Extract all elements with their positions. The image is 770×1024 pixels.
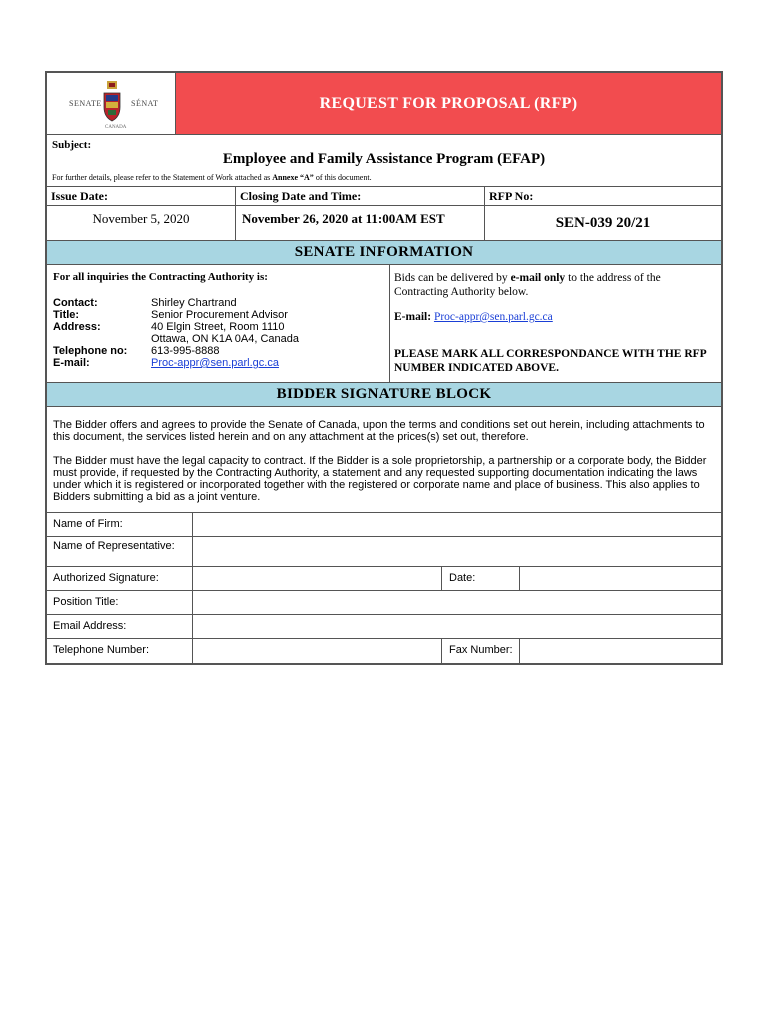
date-label: Date: [449, 572, 476, 584]
telephone-value: 613-995-8888 [151, 345, 220, 357]
bidder-signature-heading: BIDDER SIGNATURE BLOCK [47, 383, 721, 407]
firm-row [47, 513, 721, 537]
delivery-email-label: E-mail: [394, 311, 432, 323]
document-title: REQUEST FOR PROPOSAL (RFP) [176, 73, 721, 134]
crest-icon [102, 81, 122, 123]
subject-note [52, 173, 372, 182]
logo-text-right: SÉNAT [131, 99, 159, 108]
bidder-para-1: The Bidder offers and agrees to provide the Senate of Canada, upon the terms and conditions set out herein, including attachments to this document, the services listed herein and on any attachment at the prices(s) set out, therefore. [53, 419, 705, 443]
logo-caption: CANADA [105, 125, 127, 130]
contact-value: Shirley Chartrand [151, 297, 237, 309]
bids-prefix: Bids can be delivered by [394, 272, 511, 284]
email-address-label: Email Address: [47, 615, 193, 638]
closing-date-cell [236, 187, 485, 240]
contracting-authority [47, 265, 390, 382]
telephone-line [53, 345, 220, 357]
telephone-number-label: Telephone Number: [47, 639, 193, 663]
subject-note-end: of this document. [313, 173, 372, 182]
dates-row [47, 187, 721, 241]
inquiries-label: For all inquiries the Contracting Authority is: [53, 271, 268, 283]
logo-text-left: SENATE [69, 99, 102, 108]
telephone-row [47, 639, 721, 663]
signature-field[interactable] [193, 567, 721, 590]
title-line [53, 309, 288, 321]
subject-note-text: For further details, please refer to the Statement of Work attached as [52, 173, 273, 182]
firm-label: Name of Firm: [47, 513, 193, 536]
contact-line [53, 297, 237, 309]
annex-ref: Annexe “A” [272, 173, 314, 182]
bids-bold: e-mail only [510, 272, 566, 284]
email-address-field[interactable] [193, 615, 721, 638]
contact-label: Contact: [53, 297, 98, 309]
representative-row [47, 537, 721, 567]
fax-label: Fax Number: [449, 644, 513, 656]
firm-field[interactable] [193, 513, 721, 536]
representative-label: Name of Representative: [47, 537, 193, 566]
closing-date-value: November 26, 2020 at 11:00AM EST [242, 211, 445, 226]
delivery-email-link[interactable]: Proc-appr@sen.parl.gc.ca [433, 311, 553, 323]
closing-date-label: Closing Date and Time: [240, 189, 362, 203]
telephone-number-field[interactable] [193, 639, 721, 663]
email-line [53, 357, 279, 369]
address-line [53, 321, 285, 333]
bid-delivery-text [394, 271, 715, 299]
signature-label: Authorized Signature: [47, 567, 193, 590]
bidder-statement [47, 407, 721, 513]
position-label: Position Title: [47, 591, 193, 614]
correspondence-notice: PLEASE MARK ALL CORRESPONDANCE WITH THE RFP NUMBER INDICATED ABOVE. [394, 348, 707, 374]
bids-suffix: to the address of the Contracting Authority below. [394, 272, 661, 298]
address-label: Address: [53, 321, 101, 333]
address-value-1: 40 Elgin Street, Room 1110 [151, 321, 285, 333]
bid-delivery-info [390, 265, 721, 382]
rfp-number-cell [485, 187, 721, 240]
address-line-2 [53, 333, 299, 345]
bidder-para-2: The Bidder must have the legal capacity to contract. If the Bidder is a sole proprietorship, a partnership or a corporate body, the Bidder must provide, if requested by the Contracting Authority, a statement and any requested supporting documentation indicating the laws under which it is registered or incorporated together with the registered or corporate name and place of business. This also applies to Bidders submitting a bid as a joint venture. [53, 455, 707, 503]
title-label: Title: [53, 309, 80, 321]
issue-date-cell [47, 187, 236, 240]
issue-date-value: November 5, 2020 [92, 211, 190, 226]
form-header [47, 73, 721, 135]
email-label: E-mail: [53, 357, 90, 369]
subject-value: Employee and Family Assistance Program (EFAP) [222, 151, 546, 167]
address-value-2: Ottawa, ON K1A 0A4, Canada [151, 333, 299, 345]
senate-logo [47, 73, 176, 134]
delivery-email [394, 311, 553, 323]
signature-row [47, 567, 721, 591]
representative-field[interactable] [193, 537, 721, 566]
title-value: Senior Procurement Advisor [151, 309, 288, 321]
rfp-number-label: RFP No: [489, 189, 534, 203]
email-address-row [47, 615, 721, 639]
subject-row [47, 135, 721, 187]
issue-date-label: Issue Date: [51, 189, 108, 203]
senate-info-section [47, 265, 721, 383]
rfp-number-value: SEN-039 20/21 [555, 215, 651, 231]
position-field[interactable] [193, 591, 721, 614]
email-link[interactable]: Proc-appr@sen.parl.gc.ca [151, 357, 279, 369]
position-row [47, 591, 721, 615]
subject-label: Subject: [52, 139, 92, 151]
telephone-label: Telephone no: [53, 345, 128, 357]
senate-info-heading: SENATE INFORMATION [47, 241, 721, 265]
rfp-form [45, 71, 723, 665]
